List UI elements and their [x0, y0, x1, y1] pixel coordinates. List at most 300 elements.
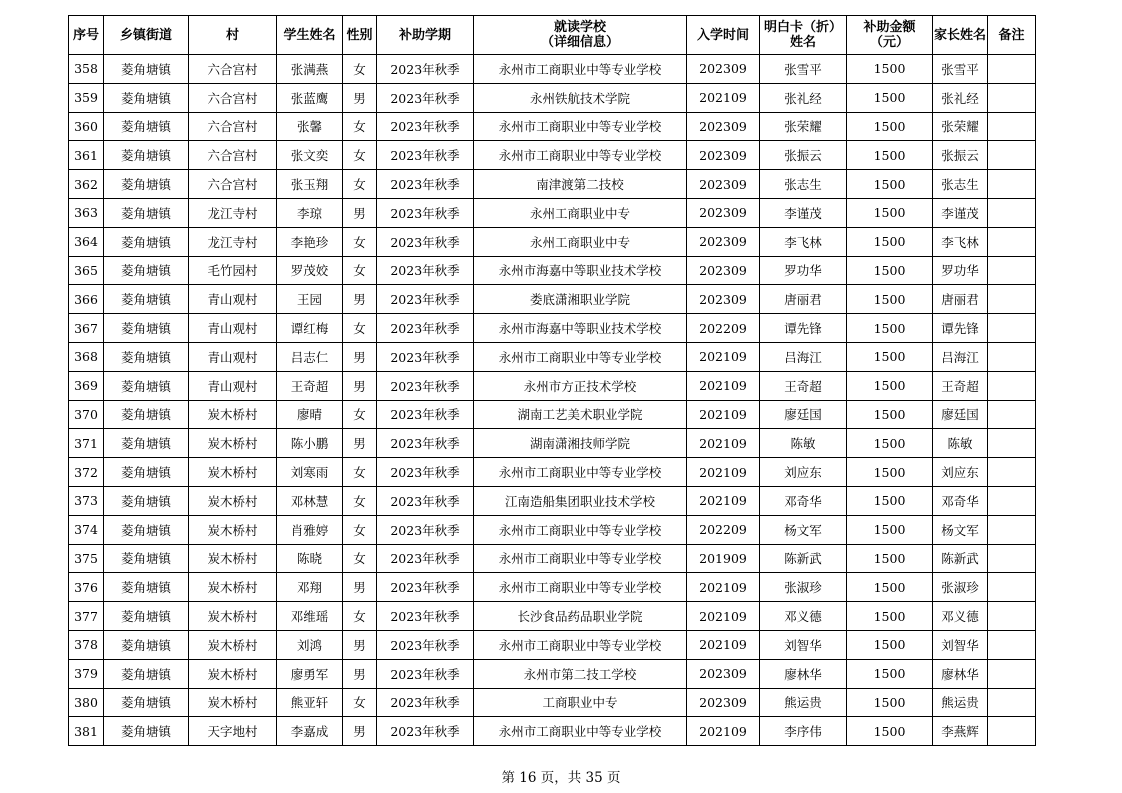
cell-amount: 1500: [847, 659, 933, 688]
cell-amount: 1500: [847, 371, 933, 400]
cell-school: 永州市工商职业中等专业学校: [474, 141, 687, 170]
cell-amount: 1500: [847, 400, 933, 429]
cell-village: 青山观村: [189, 285, 277, 314]
header-card: [760, 16, 847, 55]
cell-term: 2023年秋季: [377, 573, 474, 602]
cell-amount: 1500: [847, 55, 933, 84]
cell-school: 永州市海嘉中等职业技术学校: [474, 314, 687, 343]
cell-card: 邓义德: [760, 602, 847, 631]
cell-school: 湖南工艺美术职业学院: [474, 400, 687, 429]
cell-remark: [988, 342, 1036, 371]
cell-remark: [988, 602, 1036, 631]
header-term: 补助学期: [377, 16, 474, 55]
cell-card: 廖廷国: [760, 400, 847, 429]
cell-term: 2023年秋季: [377, 141, 474, 170]
cell-card: 李序伟: [760, 717, 847, 746]
table-row: [69, 285, 1036, 314]
cell-village: 六合宫村: [189, 141, 277, 170]
cell-student: 邓翔: [277, 573, 343, 602]
cell-gender: 男: [343, 659, 377, 688]
cell-remark: [988, 486, 1036, 515]
cell-gender: 男: [343, 198, 377, 227]
cell-town: 菱角塘镇: [104, 688, 189, 717]
cell-no: 379: [69, 659, 104, 688]
cell-remark: [988, 429, 1036, 458]
header-card-line1: 明白卡（折）: [763, 20, 842, 35]
cell-amount: 1500: [847, 227, 933, 256]
subsidy-table: [68, 15, 1036, 746]
cell-town: 菱角塘镇: [104, 314, 189, 343]
table-row: [69, 227, 1036, 256]
cell-amount: 1500: [847, 112, 933, 141]
table-row: [69, 342, 1036, 371]
cell-remark: [988, 112, 1036, 141]
cell-town: 菱角塘镇: [104, 717, 189, 746]
cell-no: 363: [69, 198, 104, 227]
cell-amount: 1500: [847, 342, 933, 371]
cell-parent: 吕海江: [933, 342, 988, 371]
table-row: [69, 458, 1036, 487]
cell-town: 菱角塘镇: [104, 515, 189, 544]
header-school-line1: 就读学校: [553, 20, 606, 35]
cell-village: 六合宫村: [189, 112, 277, 141]
cell-village: 炭木桥村: [189, 688, 277, 717]
cell-student: 刘寒雨: [277, 458, 343, 487]
cell-parent: 李飞林: [933, 227, 988, 256]
cell-village: 炭木桥村: [189, 544, 277, 573]
cell-term: 2023年秋季: [377, 170, 474, 199]
cell-entry: 201909: [687, 544, 760, 573]
cell-no: 374: [69, 515, 104, 544]
cell-village: 炭木桥村: [189, 630, 277, 659]
cell-gender: 男: [343, 342, 377, 371]
cell-village: 毛竹园村: [189, 256, 277, 285]
cell-school: 永州工商职业中专: [474, 227, 687, 256]
cell-parent: 邓奇华: [933, 486, 988, 515]
cell-remark: [988, 573, 1036, 602]
cell-no: 375: [69, 544, 104, 573]
table-row: [69, 544, 1036, 573]
cell-amount: 1500: [847, 429, 933, 458]
cell-entry: 202109: [687, 458, 760, 487]
cell-student: 王园: [277, 285, 343, 314]
cell-term: 2023年秋季: [377, 458, 474, 487]
cell-no: 364: [69, 227, 104, 256]
cell-gender: 女: [343, 55, 377, 84]
cell-school: 江南造船集团职业技术学校: [474, 486, 687, 515]
cell-card: 张荣耀: [760, 112, 847, 141]
header-village: 村: [189, 16, 277, 55]
cell-term: 2023年秋季: [377, 285, 474, 314]
cell-town: 菱角塘镇: [104, 141, 189, 170]
cell-remark: [988, 688, 1036, 717]
cell-gender: 男: [343, 83, 377, 112]
cell-entry: 202109: [687, 630, 760, 659]
cell-amount: 1500: [847, 688, 933, 717]
cell-remark: [988, 717, 1036, 746]
cell-student: 张蓝鹰: [277, 83, 343, 112]
cell-student: 李艳珍: [277, 227, 343, 256]
cell-term: 2023年秋季: [377, 83, 474, 112]
header-amount: [847, 16, 933, 55]
cell-town: 菱角塘镇: [104, 371, 189, 400]
cell-remark: [988, 400, 1036, 429]
cell-term: 2023年秋季: [377, 314, 474, 343]
cell-parent: 陈新武: [933, 544, 988, 573]
cell-parent: 张雪平: [933, 55, 988, 84]
cell-entry: 202209: [687, 515, 760, 544]
cell-remark: [988, 55, 1036, 84]
cell-parent: 刘应东: [933, 458, 988, 487]
table-row: [69, 198, 1036, 227]
cell-gender: 男: [343, 630, 377, 659]
cell-card: 熊运贵: [760, 688, 847, 717]
table-row: [69, 141, 1036, 170]
header-row: [69, 16, 1036, 55]
cell-school: 工商职业中专: [474, 688, 687, 717]
cell-remark: [988, 83, 1036, 112]
header-student: 学生姓名: [277, 16, 343, 55]
cell-student: 罗茂姣: [277, 256, 343, 285]
cell-card: 李谨茂: [760, 198, 847, 227]
cell-term: 2023年秋季: [377, 198, 474, 227]
cell-term: 2023年秋季: [377, 515, 474, 544]
cell-no: 378: [69, 630, 104, 659]
cell-village: 六合宫村: [189, 170, 277, 199]
cell-village: 青山观村: [189, 342, 277, 371]
cell-gender: 男: [343, 371, 377, 400]
cell-town: 菱角塘镇: [104, 256, 189, 285]
page-footer: 第 16 页，共 35 页: [501, 770, 621, 786]
cell-student: 廖晴: [277, 400, 343, 429]
cell-term: 2023年秋季: [377, 256, 474, 285]
cell-no: 369: [69, 371, 104, 400]
cell-entry: 202109: [687, 83, 760, 112]
cell-village: 炭木桥村: [189, 400, 277, 429]
cell-gender: 女: [343, 602, 377, 631]
cell-amount: 1500: [847, 83, 933, 112]
header-school-line2: （详细信息）: [540, 35, 619, 50]
cell-entry: 202109: [687, 342, 760, 371]
cell-village: 天字地村: [189, 717, 277, 746]
cell-term: 2023年秋季: [377, 544, 474, 573]
cell-no: 376: [69, 573, 104, 602]
cell-remark: [988, 227, 1036, 256]
cell-parent: 刘智华: [933, 630, 988, 659]
cell-gender: 女: [343, 256, 377, 285]
cell-gender: 男: [343, 285, 377, 314]
cell-school: 南津渡第二技校: [474, 170, 687, 199]
cell-amount: 1500: [847, 486, 933, 515]
cell-no: 366: [69, 285, 104, 314]
cell-remark: [988, 458, 1036, 487]
cell-no: 380: [69, 688, 104, 717]
cell-no: 358: [69, 55, 104, 84]
cell-gender: 女: [343, 170, 377, 199]
cell-amount: 1500: [847, 285, 933, 314]
cell-parent: 李燕辉: [933, 717, 988, 746]
cell-school: 永州市工商职业中等专业学校: [474, 515, 687, 544]
cell-student: 吕志仁: [277, 342, 343, 371]
cell-town: 菱角塘镇: [104, 285, 189, 314]
table-row: [69, 688, 1036, 717]
cell-remark: [988, 659, 1036, 688]
cell-gender: 女: [343, 688, 377, 717]
cell-student: 邓林慧: [277, 486, 343, 515]
cell-town: 菱角塘镇: [104, 544, 189, 573]
cell-amount: 1500: [847, 630, 933, 659]
cell-term: 2023年秋季: [377, 659, 474, 688]
cell-term: 2023年秋季: [377, 342, 474, 371]
header-remark: 备注: [988, 16, 1036, 55]
table-row: [69, 429, 1036, 458]
cell-entry: 202309: [687, 141, 760, 170]
cell-term: 2023年秋季: [377, 602, 474, 631]
cell-village: 六合宫村: [189, 55, 277, 84]
header-no: 序号: [69, 16, 104, 55]
cell-town: 菱角塘镇: [104, 429, 189, 458]
cell-remark: [988, 141, 1036, 170]
cell-student: 谭红梅: [277, 314, 343, 343]
cell-school: 永州市工商职业中等专业学校: [474, 342, 687, 371]
cell-entry: 202309: [687, 256, 760, 285]
cell-village: 龙江寺村: [189, 227, 277, 256]
cell-student: 李嘉成: [277, 717, 343, 746]
cell-remark: [988, 630, 1036, 659]
cell-no: 365: [69, 256, 104, 285]
cell-term: 2023年秋季: [377, 486, 474, 515]
cell-amount: 1500: [847, 515, 933, 544]
cell-entry: 202109: [687, 371, 760, 400]
table-row: [69, 314, 1036, 343]
cell-entry: 202309: [687, 688, 760, 717]
table-row: [69, 630, 1036, 659]
cell-parent: 邓义德: [933, 602, 988, 631]
cell-term: 2023年秋季: [377, 429, 474, 458]
cell-school: 永州市工商职业中等专业学校: [474, 112, 687, 141]
cell-no: 362: [69, 170, 104, 199]
cell-entry: 202309: [687, 285, 760, 314]
cell-card: 张志生: [760, 170, 847, 199]
table-row: [69, 486, 1036, 515]
cell-gender: 女: [343, 141, 377, 170]
cell-no: 370: [69, 400, 104, 429]
cell-entry: 202209: [687, 314, 760, 343]
cell-town: 菱角塘镇: [104, 659, 189, 688]
cell-town: 菱角塘镇: [104, 170, 189, 199]
cell-term: 2023年秋季: [377, 112, 474, 141]
cell-village: 青山观村: [189, 314, 277, 343]
cell-gender: 男: [343, 717, 377, 746]
cell-term: 2023年秋季: [377, 371, 474, 400]
cell-student: 肖雅婷: [277, 515, 343, 544]
cell-amount: 1500: [847, 314, 933, 343]
cell-town: 菱角塘镇: [104, 573, 189, 602]
cell-card: 张雪平: [760, 55, 847, 84]
cell-amount: 1500: [847, 717, 933, 746]
cell-town: 菱角塘镇: [104, 486, 189, 515]
cell-entry: 202309: [687, 227, 760, 256]
cell-no: 367: [69, 314, 104, 343]
cell-school: 永州铁航技术学院: [474, 83, 687, 112]
header-parent: 家长姓名: [933, 16, 988, 55]
cell-student: 熊亚轩: [277, 688, 343, 717]
table-row: [69, 515, 1036, 544]
cell-student: 邓维瑶: [277, 602, 343, 631]
cell-student: 陈小鹏: [277, 429, 343, 458]
table-row: [69, 573, 1036, 602]
cell-gender: 男: [343, 573, 377, 602]
cell-card: 陈新武: [760, 544, 847, 573]
cell-no: 372: [69, 458, 104, 487]
cell-card: 李飞林: [760, 227, 847, 256]
cell-no: 371: [69, 429, 104, 458]
cell-card: 谭先锋: [760, 314, 847, 343]
cell-term: 2023年秋季: [377, 688, 474, 717]
cell-school: 永州市海嘉中等职业技术学校: [474, 256, 687, 285]
cell-entry: 202309: [687, 659, 760, 688]
cell-school: 湖南潇湘技师学院: [474, 429, 687, 458]
table-row: [69, 400, 1036, 429]
header-entry: 入学时间: [687, 16, 760, 55]
cell-no: 368: [69, 342, 104, 371]
cell-remark: [988, 515, 1036, 544]
cell-gender: 女: [343, 112, 377, 141]
cell-town: 菱角塘镇: [104, 458, 189, 487]
cell-no: 359: [69, 83, 104, 112]
cell-card: 王奇超: [760, 371, 847, 400]
cell-remark: [988, 198, 1036, 227]
cell-parent: 廖林华: [933, 659, 988, 688]
table-row: [69, 717, 1036, 746]
cell-card: 刘智华: [760, 630, 847, 659]
cell-card: 张淑珍: [760, 573, 847, 602]
cell-student: 廖勇军: [277, 659, 343, 688]
cell-village: 炭木桥村: [189, 573, 277, 602]
cell-parent: 李谨茂: [933, 198, 988, 227]
cell-entry: 202309: [687, 198, 760, 227]
table-row: [69, 170, 1036, 199]
cell-no: 361: [69, 141, 104, 170]
cell-gender: 女: [343, 400, 377, 429]
cell-school: 永州市工商职业中等专业学校: [474, 573, 687, 602]
cell-village: 龙江寺村: [189, 198, 277, 227]
cell-town: 菱角塘镇: [104, 602, 189, 631]
cell-no: 373: [69, 486, 104, 515]
cell-parent: 罗功华: [933, 256, 988, 285]
cell-village: 炭木桥村: [189, 458, 277, 487]
cell-entry: 202109: [687, 573, 760, 602]
cell-town: 菱角塘镇: [104, 227, 189, 256]
header-card-line2: 姓名: [789, 35, 816, 50]
table-row: [69, 112, 1036, 141]
cell-parent: 廖廷国: [933, 400, 988, 429]
cell-amount: 1500: [847, 602, 933, 631]
cell-amount: 1500: [847, 170, 933, 199]
cell-student: 张文奕: [277, 141, 343, 170]
cell-entry: 202109: [687, 400, 760, 429]
table-row: [69, 659, 1036, 688]
table-row: [69, 256, 1036, 285]
header-amount-line1: 补助金额: [863, 20, 916, 35]
cell-student: 王奇超: [277, 371, 343, 400]
table-body: [69, 55, 1036, 746]
cell-student: 张馨: [277, 112, 343, 141]
cell-village: 炭木桥村: [189, 602, 277, 631]
cell-parent: 王奇超: [933, 371, 988, 400]
cell-village: 炭木桥村: [189, 659, 277, 688]
cell-parent: 张礼经: [933, 83, 988, 112]
cell-remark: [988, 285, 1036, 314]
cell-parent: 陈敏: [933, 429, 988, 458]
cell-entry: 202109: [687, 602, 760, 631]
cell-card: 吕海江: [760, 342, 847, 371]
cell-no: 381: [69, 717, 104, 746]
cell-school: 永州市工商职业中等专业学校: [474, 630, 687, 659]
cell-school: 娄底潇湘职业学院: [474, 285, 687, 314]
cell-card: 杨文军: [760, 515, 847, 544]
cell-town: 菱角塘镇: [104, 630, 189, 659]
cell-parent: 张志生: [933, 170, 988, 199]
header-amount-line2: （元）: [869, 35, 909, 50]
cell-remark: [988, 371, 1036, 400]
cell-term: 2023年秋季: [377, 55, 474, 84]
cell-school: 永州市工商职业中等专业学校: [474, 717, 687, 746]
cell-village: 六合宫村: [189, 83, 277, 112]
cell-card: 邓奇华: [760, 486, 847, 515]
cell-student: 刘鸿: [277, 630, 343, 659]
cell-village: 炭木桥村: [189, 429, 277, 458]
cell-remark: [988, 314, 1036, 343]
cell-school: 永州市第二技工学校: [474, 659, 687, 688]
cell-gender: 女: [343, 227, 377, 256]
cell-entry: 202309: [687, 55, 760, 84]
cell-gender: 女: [343, 486, 377, 515]
cell-parent: 张荣耀: [933, 112, 988, 141]
cell-gender: 女: [343, 458, 377, 487]
cell-student: 李琼: [277, 198, 343, 227]
cell-remark: [988, 170, 1036, 199]
cell-student: 张满燕: [277, 55, 343, 84]
cell-card: 廖林华: [760, 659, 847, 688]
table-row: [69, 83, 1036, 112]
cell-school: 永州市方正技术学校: [474, 371, 687, 400]
cell-term: 2023年秋季: [377, 227, 474, 256]
cell-school: 长沙食品药品职业学院: [474, 602, 687, 631]
cell-parent: 谭先锋: [933, 314, 988, 343]
cell-student: 张玉翔: [277, 170, 343, 199]
cell-town: 菱角塘镇: [104, 198, 189, 227]
header-town: 乡镇街道: [104, 16, 189, 55]
cell-card: 唐丽君: [760, 285, 847, 314]
cell-amount: 1500: [847, 573, 933, 602]
cell-parent: 张振云: [933, 141, 988, 170]
cell-gender: 女: [343, 314, 377, 343]
cell-village: 青山观村: [189, 371, 277, 400]
cell-term: 2023年秋季: [377, 400, 474, 429]
cell-school: 永州市工商职业中等专业学校: [474, 458, 687, 487]
cell-school: 永州市工商职业中等专业学校: [474, 544, 687, 573]
cell-gender: 男: [343, 429, 377, 458]
cell-card: 张礼经: [760, 83, 847, 112]
table-row: [69, 602, 1036, 631]
cell-parent: 张淑珍: [933, 573, 988, 602]
cell-village: 炭木桥村: [189, 515, 277, 544]
cell-card: 陈敏: [760, 429, 847, 458]
cell-entry: 202309: [687, 170, 760, 199]
cell-town: 菱角塘镇: [104, 112, 189, 141]
table-row: [69, 371, 1036, 400]
